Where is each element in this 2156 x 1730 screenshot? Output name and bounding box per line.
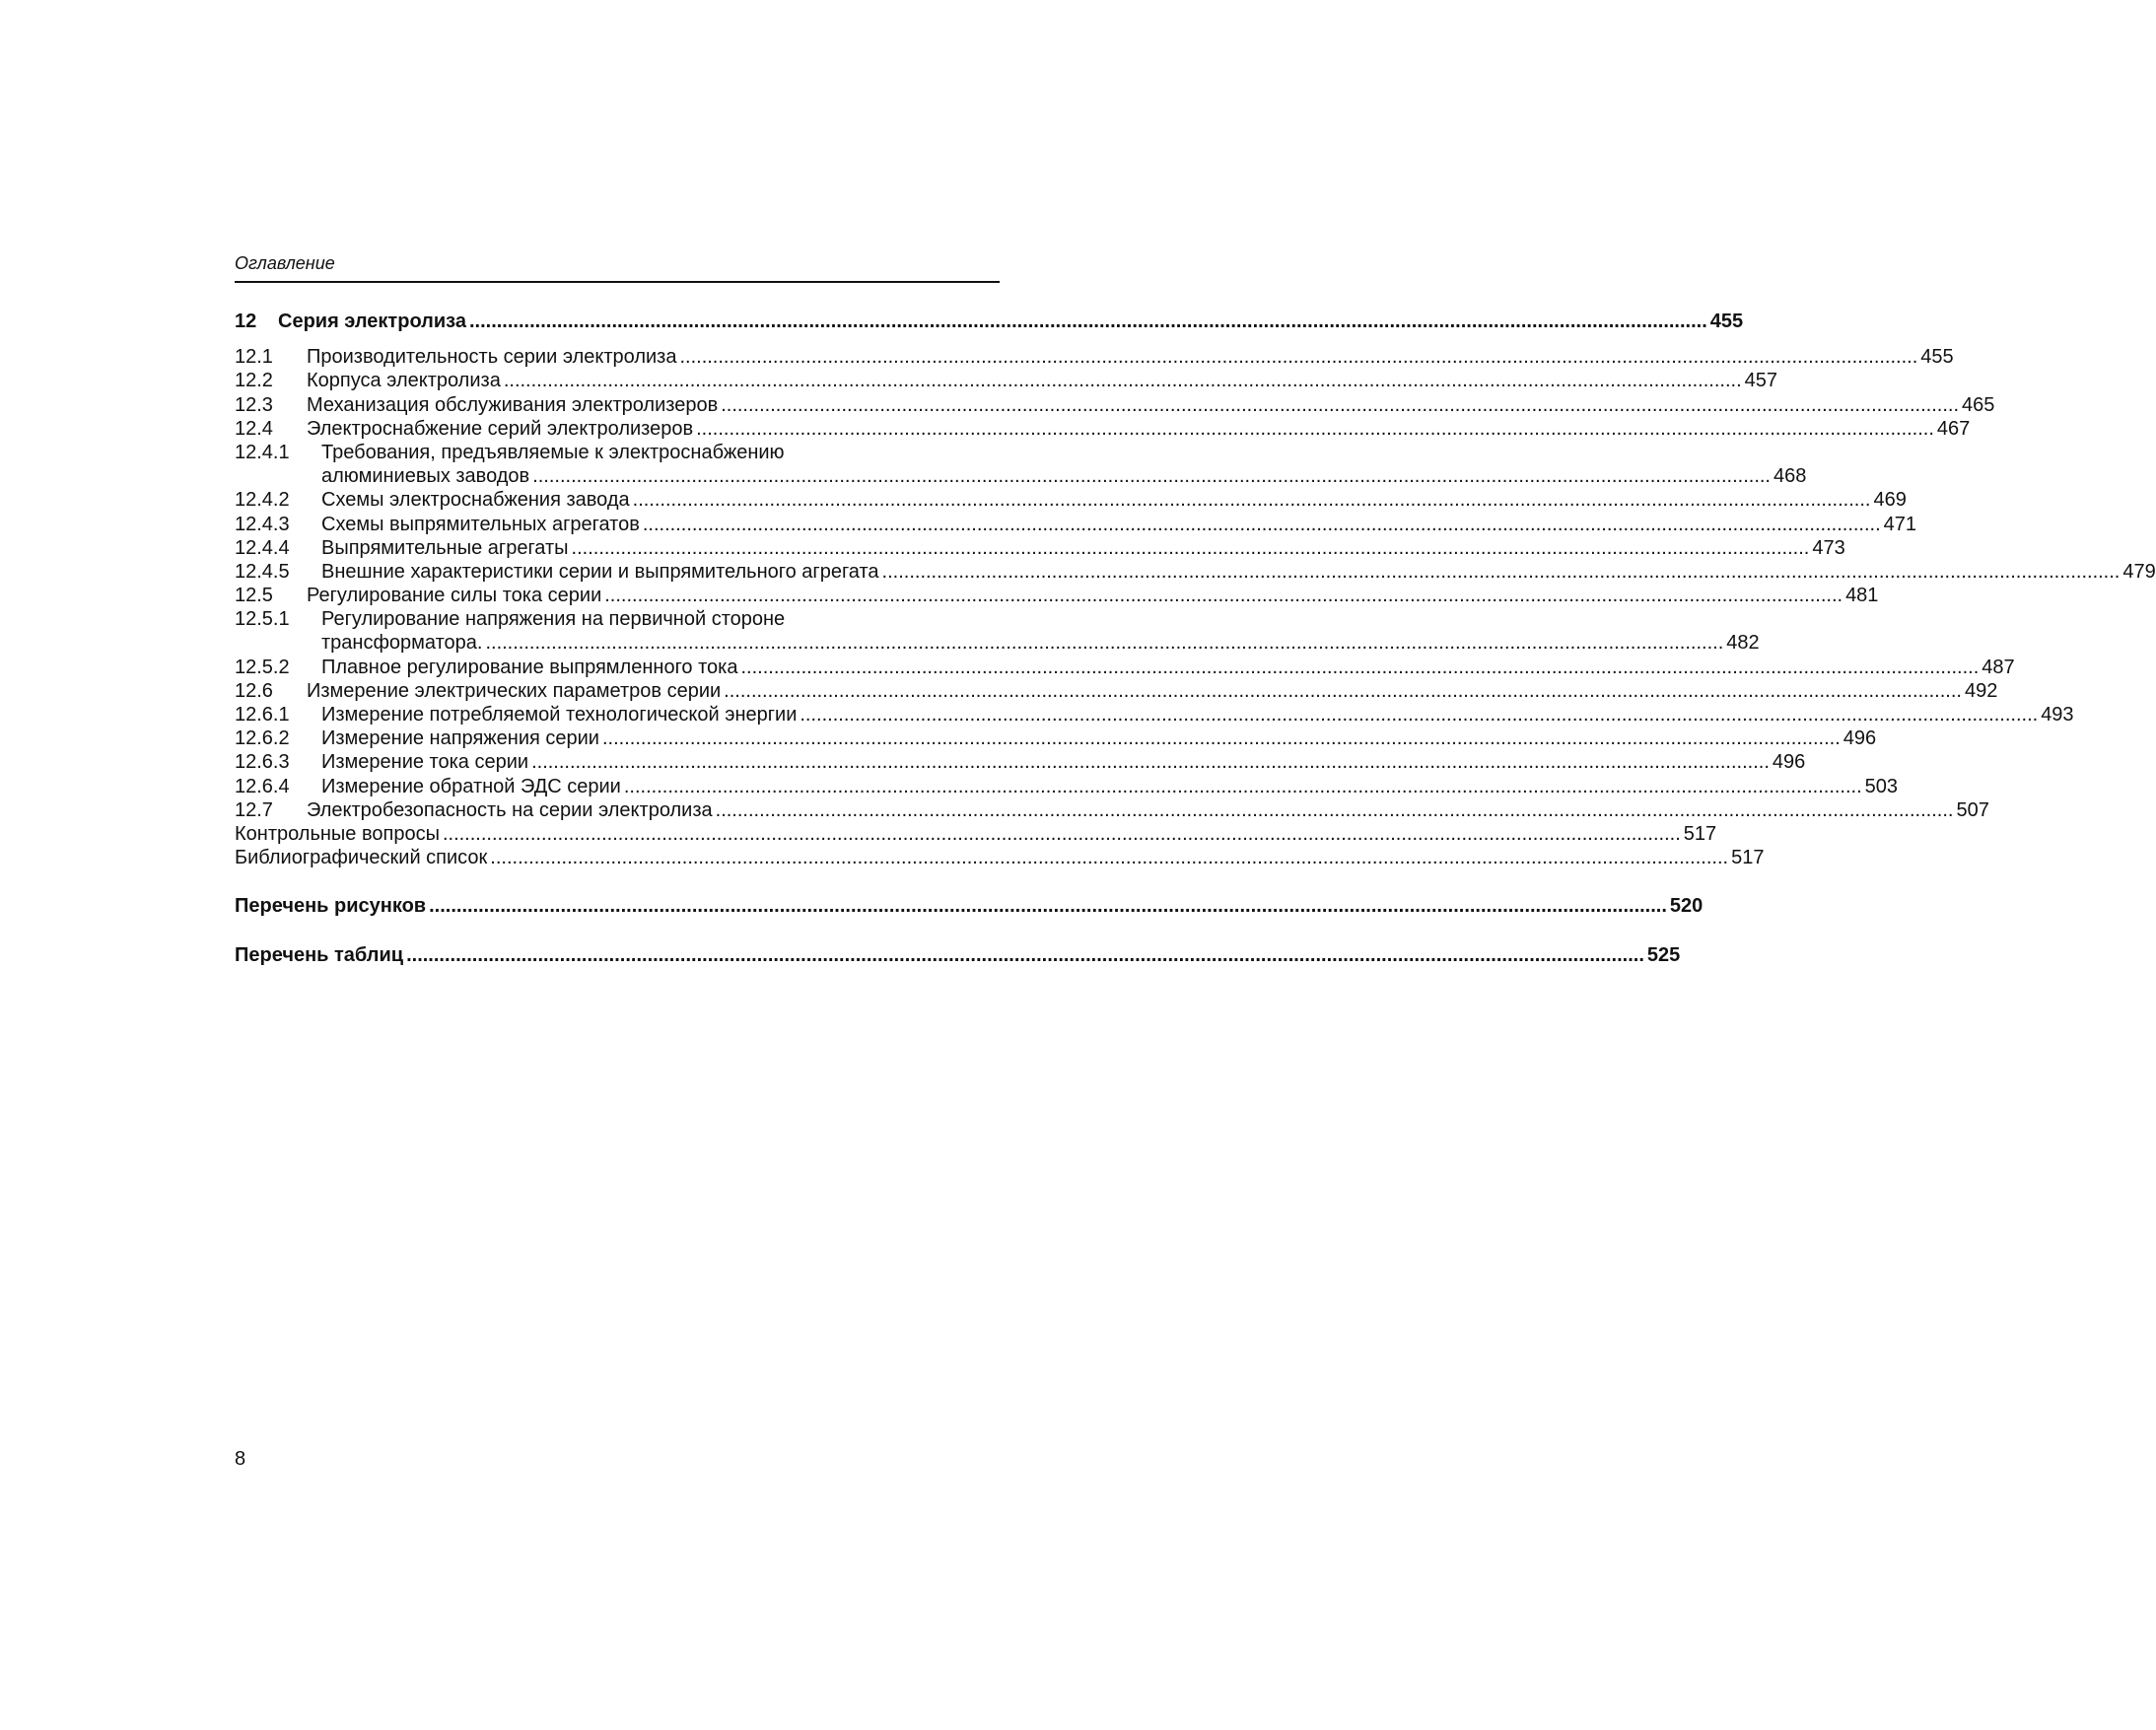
toc-title: Измерение потребляемой технологической энергии [321,704,798,727]
toc-entry-12-5[interactable] [235,584,1879,607]
toc-page: 487 [1982,656,2015,678]
toc-entry-12-5-2[interactable] [235,656,2015,679]
toc-page: 482 [1726,632,1760,655]
toc-entry-12-4[interactable] [235,417,1971,441]
toc-number: 12.5 [235,585,273,607]
toc-leader [440,822,1684,846]
toc-title: Производительность серии электролиза [307,346,677,369]
toc-page: 455 [1709,310,1744,332]
toc-page: 479 [2122,560,2156,583]
toc-chapter-12[interactable] [235,310,1744,333]
toc-number: 12.6 [235,679,273,702]
toc-entry-12-1[interactable] [235,345,1954,369]
toc-list-of-figures[interactable] [235,894,1704,918]
toc-number: 12.4.4 [235,536,290,559]
toc-entry-12-7[interactable] [235,798,1989,822]
toc-leader [528,750,1773,774]
toc-title: Измерение обратной ЭДС серии [321,775,621,797]
toc-leader [403,943,1647,967]
toc-number: 12.3 [235,393,273,416]
toc-number: 12.4.1 [235,441,290,463]
toc-page: 517 [1731,847,1765,869]
toc-entry-12-4-5[interactable] [235,560,2156,584]
toc-entry-12-4-1[interactable] [235,441,1807,488]
toc-leader [718,393,1962,417]
toc-leader [426,894,1670,918]
toc-title: Внешние характеристики серии и выпрямительного агрегата [321,560,879,583]
toc-page: 520 [1669,895,1704,918]
toc-leader [487,846,1731,869]
toc-title: Перечень рисунков [235,895,427,918]
toc-title: Механизация обслуживания электролизеров [307,393,719,416]
toc-page: 468 [1773,465,1807,488]
toc-title-line-1: Регулирование напряжения на первичной стороне [321,608,786,631]
toc-page: 496 [1843,727,1877,750]
toc-number: 12.6.3 [235,751,290,774]
toc-page: 469 [1873,489,1907,512]
toc-number: 12.4.2 [235,489,290,512]
toc-title: Схемы электроснабжения завода [321,489,630,512]
toc-list-of-tables[interactable] [235,943,1681,967]
toc-page: 465 [1962,393,1995,416]
toc-entry-review-questions[interactable] [235,822,1717,846]
toc-entry-12-4-2[interactable] [235,488,1907,512]
toc-entry-12-6-3[interactable] [235,750,1806,774]
toc-title: Регулирование силы тока серии [307,585,602,607]
toc-leader [599,727,1843,750]
toc-leader [630,488,1874,512]
toc-number: 12.4.5 [235,560,290,583]
toc-title: Измерение тока серии [321,751,529,774]
toc-number: 12 [235,310,257,332]
toc-title: Корпуса электролиза [307,370,501,392]
toc-number: 12.7 [235,798,273,821]
toc-number: 12.1 [235,346,273,369]
toc-leader [640,513,1884,536]
toc-leader [676,345,1920,369]
toc-entry-12-2[interactable] [235,369,1778,392]
toc-page: 481 [1845,585,1879,607]
toc-page: 455 [1920,346,1954,369]
toc-entry-12-6-2[interactable] [235,727,1877,750]
running-header: Оглавление [235,253,335,273]
toc-title: Контрольные вопросы [235,822,440,845]
toc-leader [721,679,1965,703]
toc-number: 12.5.1 [235,608,290,631]
toc-title: Плавное регулирование выпрямленного тока [321,656,738,678]
toc-title: Библиографический список [235,847,488,869]
toc-entry-12-6-1[interactable] [235,703,2074,727]
toc-title: Серия электролиза [278,310,466,332]
toc-page: 457 [1744,370,1778,392]
toc-title: Электробезопасность на серии электролиза [307,798,713,821]
toc-leader [482,631,1726,655]
toc-leader [879,560,2123,584]
toc-title: Измерение напряжения серии [321,727,599,750]
table-of-contents [235,310,2156,967]
toc-page: 496 [1772,751,1806,774]
toc-title: Выпрямительные агрегаты [321,536,569,559]
toc-entry-bibliography[interactable] [235,846,1765,869]
toc-page: 503 [1864,775,1899,797]
toc-leader [737,656,1982,679]
toc-number: 12.2 [235,370,273,392]
toc-page: 493 [2041,704,2074,727]
toc-title: Измерение электрических параметров серии [307,679,722,702]
toc-number: 12.6.2 [235,727,290,750]
toc-leader [601,584,1845,607]
toc-page: 473 [1812,536,1845,559]
toc-number: 12.6.4 [235,775,290,797]
toc-entry-12-4-4[interactable] [235,536,1845,560]
toc-page: 507 [1956,798,1989,821]
toc-page: 525 [1646,943,1681,966]
toc-leader [713,798,1957,822]
toc-leader [569,536,1813,560]
toc-leader [529,464,1773,488]
toc-entry-12-5-1[interactable] [235,607,1760,655]
toc-entry-12-6[interactable] [235,679,1998,703]
toc-leader [466,310,1710,333]
toc-number: 12.5.2 [235,656,290,678]
toc-title: Схемы выпрямительных агрегатов [321,513,640,535]
page-number: 8 [235,1448,246,1470]
toc-number: 12.4 [235,417,273,440]
header-rule [235,281,1000,283]
toc-page: 467 [1936,417,1971,440]
toc-number: 12.6.1 [235,704,290,727]
toc-title-line-1: Требования, предъявляемые к электроснабжению [321,441,785,463]
toc-leader [621,775,1865,798]
toc-entry-12-6-4[interactable] [235,775,1899,798]
toc-page: 517 [1683,822,1717,845]
toc-leader [501,369,1745,392]
toc-title-line-2: трансформатора. [321,632,483,655]
toc-page: 471 [1883,513,1917,535]
toc-title: Перечень таблиц [235,943,404,966]
toc-entry-12-4-3[interactable] [235,513,1917,536]
toc-page: 492 [1964,679,1998,702]
toc-leader [693,417,1937,441]
toc-entry-12-3[interactable] [235,393,1995,417]
toc-number: 12.4.3 [235,513,290,535]
toc-leader [797,703,2041,727]
toc-title-line-2: алюминиевых заводов [321,465,530,488]
toc-title: Электроснабжение серий электролизеров [307,417,694,440]
